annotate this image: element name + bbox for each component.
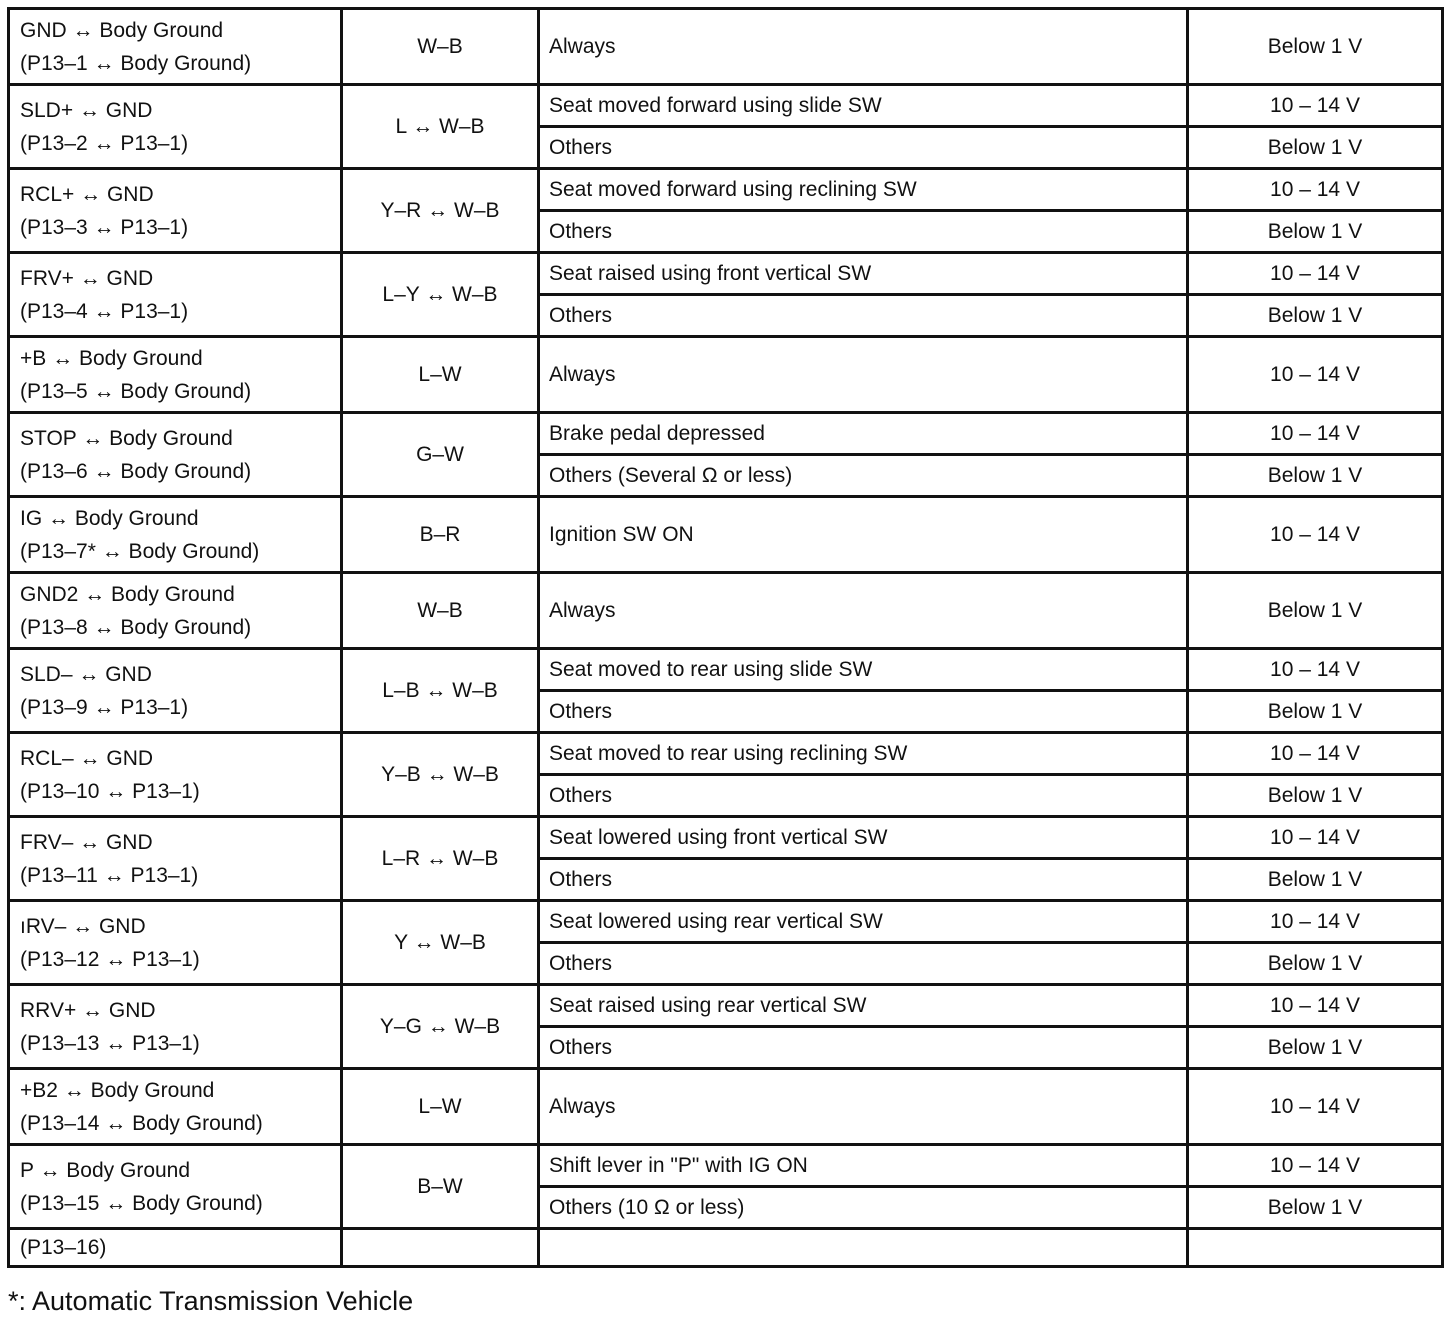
terminal-pin: (P13–1 ↔ Body Ground) — [20, 51, 252, 75]
condition-cell: Others — [539, 775, 1188, 817]
terminal-cell — [9, 9, 342, 85]
spec-cell: 10 – 14 V — [1188, 817, 1443, 859]
condition-cell: Others (10 Ω or less) — [539, 1187, 1188, 1229]
terminal-pin: (P13–13 ↔ P13–1) — [20, 1031, 200, 1055]
terminal-cell — [9, 985, 342, 1069]
terminal-name: +B ↔ Body Ground — [20, 346, 203, 370]
spec-cell: 10 – 14 V — [1188, 1069, 1443, 1145]
condition-cell: Brake pedal depressed — [539, 413, 1188, 455]
terminal-pin: (P13–8 ↔ Body Ground) — [20, 615, 252, 639]
terminal-pin: (P13–7* ↔ Body Ground) — [20, 539, 260, 563]
terminal-pin: (P13–3 ↔ P13–1) — [20, 215, 189, 239]
terminal-cell — [9, 817, 342, 901]
terminal-cell — [9, 169, 342, 253]
wire-color-cell: L ↔ W–B — [342, 85, 539, 169]
wire-color-cell: Y–R ↔ W–B — [342, 169, 539, 253]
condition-cell: Others (Several Ω or less) — [539, 455, 1188, 497]
wire-color-cell: B–R — [342, 497, 539, 573]
terminal-name: SLD– ↔ GND — [20, 662, 152, 686]
condition-cell: Others — [539, 127, 1188, 169]
wire-color-cell: Y ↔ W–B — [342, 901, 539, 985]
terminal-cell — [9, 733, 342, 817]
table-row — [9, 497, 1443, 573]
table-row — [9, 733, 1443, 775]
spec-cell: 10 – 14 V — [1188, 337, 1443, 413]
terminal-cell — [9, 85, 342, 169]
terminal-cell — [9, 1229, 342, 1267]
table-row — [9, 337, 1443, 413]
condition-cell — [539, 1229, 1188, 1267]
terminal-cell — [9, 573, 342, 649]
terminal-name: GND2 ↔ Body Ground — [20, 582, 235, 606]
terminal-pin: (P13–9 ↔ P13–1) — [20, 695, 189, 719]
spec-cell: 10 – 14 V — [1188, 85, 1443, 127]
terminal-name: IG ↔ Body Ground — [20, 506, 199, 530]
terminal-pin: (P13–5 ↔ Body Ground) — [20, 379, 252, 403]
terminal-pin: (P13–16) — [20, 1236, 107, 1259]
terminal-name: RCL– ↔ GND — [20, 746, 154, 770]
spec-cell: 10 – 14 V — [1188, 169, 1443, 211]
terminal-cell — [9, 337, 342, 413]
terminal-pin: (P13–2 ↔ P13–1) — [20, 131, 189, 155]
wire-color-cell: W–B — [342, 573, 539, 649]
table-row — [9, 169, 1443, 211]
condition-cell: Others — [539, 211, 1188, 253]
table-row — [9, 85, 1443, 127]
table-row — [9, 1145, 1443, 1187]
wire-color-cell: B–W — [342, 1145, 539, 1229]
condition-cell: Others — [539, 1027, 1188, 1069]
spec-cell: Below 1 V — [1188, 1027, 1443, 1069]
terminal-name: STOP ↔ Body Ground — [20, 426, 233, 450]
terminal-pin: (P13–15 ↔ Body Ground) — [20, 1191, 263, 1215]
table-row — [9, 9, 1443, 85]
condition-cell: Shift lever in "P" with IG ON — [539, 1145, 1188, 1187]
terminal-name: FRV+ ↔ GND — [20, 266, 154, 290]
table-row — [9, 649, 1443, 691]
spec-cell: Below 1 V — [1188, 775, 1443, 817]
table-row — [9, 901, 1443, 943]
terminal-name: RCL+ ↔ GND — [20, 182, 154, 206]
wire-color-cell — [342, 1229, 539, 1267]
terminal-name: ıRV– ↔ GND — [20, 914, 146, 938]
footnote: *: Automatic Transmission Vehicle — [8, 1286, 414, 1316]
spec-cell: Below 1 V — [1188, 295, 1443, 337]
terminal-name: P ↔ Body Ground — [20, 1158, 191, 1182]
terminal-pin: (P13–12 ↔ P13–1) — [20, 947, 200, 971]
terminal-cell — [9, 1069, 342, 1145]
spec-cell: 10 – 14 V — [1188, 1145, 1443, 1187]
condition-cell: Seat moved to rear using reclining SW — [539, 733, 1188, 775]
terminal-name: SLD+ ↔ GND — [20, 98, 153, 122]
spec-cell: Below 1 V — [1188, 573, 1443, 649]
wire-color-cell: W–B — [342, 9, 539, 85]
spec-cell — [1188, 1229, 1443, 1267]
spec-cell: Below 1 V — [1188, 127, 1443, 169]
condition-cell: Others — [539, 859, 1188, 901]
wire-color-cell: Y–B ↔ W–B — [342, 733, 539, 817]
terminal-cell — [9, 253, 342, 337]
condition-cell: Seat raised using front vertical SW — [539, 253, 1188, 295]
table-row — [9, 413, 1443, 455]
condition-cell: Seat raised using rear vertical SW — [539, 985, 1188, 1027]
condition-cell: Ignition SW ON — [539, 497, 1188, 573]
wire-color-cell: L–Y ↔ W–B — [342, 253, 539, 337]
wire-color-cell: L–W — [342, 1069, 539, 1145]
spec-cell: 10 – 14 V — [1188, 901, 1443, 943]
terminal-name: +B2 ↔ Body Ground — [20, 1078, 215, 1102]
terminal-name: RRV+ ↔ GND — [20, 998, 156, 1022]
spec-cell: 10 – 14 V — [1188, 413, 1443, 455]
spec-cell: Below 1 V — [1188, 455, 1443, 497]
spec-cell: 10 – 14 V — [1188, 985, 1443, 1027]
terminal-pin: (P13–14 ↔ Body Ground) — [20, 1111, 263, 1135]
terminal-cell — [9, 413, 342, 497]
condition-cell: Others — [539, 943, 1188, 985]
table-row — [9, 1229, 1443, 1267]
spec-cell: Below 1 V — [1188, 859, 1443, 901]
terminal-cell — [9, 649, 342, 733]
table-row — [9, 817, 1443, 859]
condition-cell: Seat moved to rear using slide SW — [539, 649, 1188, 691]
terminal-cell — [9, 497, 342, 573]
condition-cell: Others — [539, 691, 1188, 733]
table-row — [9, 1069, 1443, 1145]
spec-cell: 10 – 14 V — [1188, 649, 1443, 691]
spec-cell: Below 1 V — [1188, 211, 1443, 253]
table-body — [9, 9, 1443, 1267]
spec-cell: Below 1 V — [1188, 691, 1443, 733]
terminal-pin: (P13–4 ↔ P13–1) — [20, 299, 189, 323]
terminal-pin: (P13–6 ↔ Body Ground) — [20, 459, 252, 483]
terminal-cell — [9, 901, 342, 985]
terminal-pin: (P13–11 ↔ P13–1) — [20, 863, 199, 887]
table-row — [9, 573, 1443, 649]
wire-color-cell: G–W — [342, 413, 539, 497]
terminal-name: GND ↔ Body Ground — [20, 18, 224, 42]
terminal-pin: (P13–10 ↔ P13–1) — [20, 779, 200, 803]
wire-color-cell: Y–G ↔ W–B — [342, 985, 539, 1069]
spec-cell: Below 1 V — [1188, 9, 1443, 85]
terminal-name: FRV– ↔ GND — [20, 830, 153, 854]
spec-cell: 10 – 14 V — [1188, 497, 1443, 573]
spec-cell: Below 1 V — [1188, 1187, 1443, 1229]
condition-cell: Always — [539, 573, 1188, 649]
terminal-voltage-table — [7, 7, 1444, 1268]
condition-cell: Seat moved forward using slide SW — [539, 85, 1188, 127]
terminal-cell — [9, 1145, 342, 1229]
wire-color-cell: L–R ↔ W–B — [342, 817, 539, 901]
table-row — [9, 985, 1443, 1027]
wire-color-cell: L–B ↔ W–B — [342, 649, 539, 733]
table-row — [9, 253, 1443, 295]
condition-cell: Seat lowered using rear vertical SW — [539, 901, 1188, 943]
spec-cell: 10 – 14 V — [1188, 253, 1443, 295]
condition-cell: Always — [539, 9, 1188, 85]
wire-color-cell: L–W — [342, 337, 539, 413]
condition-cell: Always — [539, 337, 1188, 413]
condition-cell: Others — [539, 295, 1188, 337]
spec-cell: Below 1 V — [1188, 943, 1443, 985]
condition-cell: Always — [539, 1069, 1188, 1145]
condition-cell: Seat moved forward using reclining SW — [539, 169, 1188, 211]
condition-cell: Seat lowered using front vertical SW — [539, 817, 1188, 859]
spec-cell: 10 – 14 V — [1188, 733, 1443, 775]
